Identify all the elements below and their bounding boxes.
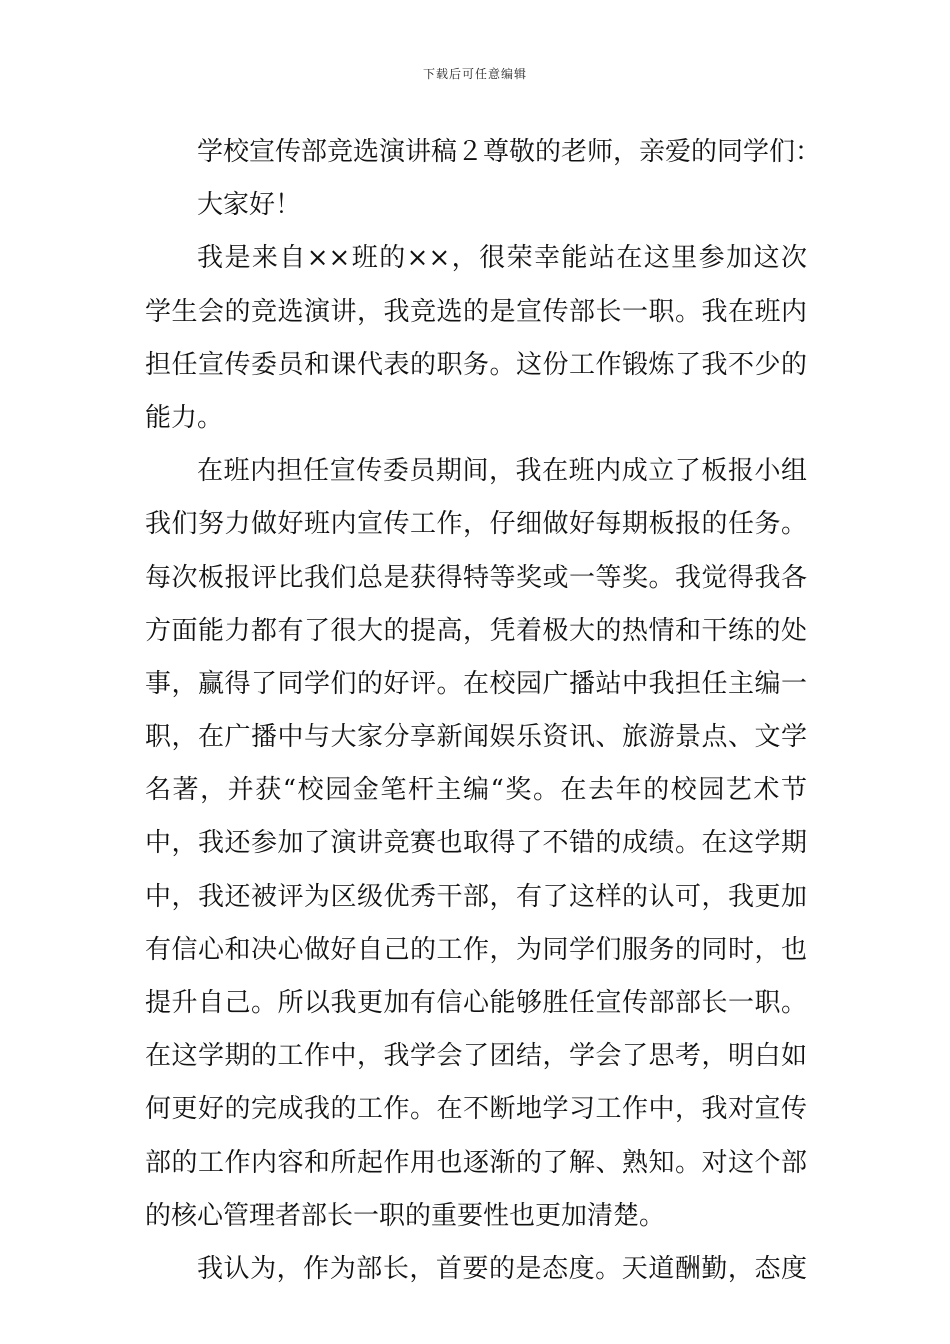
header-note: 下载后可任意编辑 — [422, 67, 527, 81]
text-line: 的核心管理者部长一职的重要性也更加清楚。 — [145, 1200, 666, 1231]
text-line: 事，赢得了同学们的好评。在校园广播站中我担任主编一 — [145, 668, 807, 699]
text-line: 何更好的完成我的工作。在不断地学习工作中，我对宣传 — [145, 1094, 807, 1125]
text-line: 中，我还被评为区级优秀干部，有了这样的认可，我更加 — [145, 881, 807, 912]
text-line: 名著，并获“校园金笔杆主编“奖。在去年的校园艺术节 — [145, 775, 807, 806]
text-line: 部的工作内容和所起作用也逐渐的了解、熟知。对这个部 — [145, 1147, 807, 1178]
text-line: 每次板报评比我们总是获得特等奖或一等奖。我觉得我各 — [145, 562, 807, 593]
text-line: 我认为，作为部长，首要的是态度。天道酬勤，态度 — [197, 1253, 807, 1284]
text-line: 能力。 — [145, 402, 224, 433]
text-line: 职，在广播中与大家分享新闻娱乐资讯、旅游景点、文学 — [145, 722, 807, 753]
text-line: 提升自己。所以我更加有信心能够胜任宣传部部长一职。 — [145, 988, 807, 1018]
text-line: 我们努力做好班内宣传工作，仔细做好每期板报的任务。 — [145, 509, 807, 540]
text-line: 有信心和决心做好自己的工作，为同学们服务的同时，也 — [145, 934, 807, 965]
text-line: 我是来自××班的××，很荣幸能站在这里参加这次 — [197, 243, 807, 274]
text-line: 方面能力都有了很大的提高，凭着极大的热情和干练的处 — [145, 615, 807, 646]
text-line: 学生会的竞选演讲，我竞选的是宣传部长一职。我在班内 — [145, 296, 807, 327]
text-line: 学校宣传部竞选演讲稿２尊敬的老师，亲爱的同学们： — [197, 137, 822, 167]
text-line: 在这学期的工作中，我学会了团结，学会了思考，明白如 — [145, 1041, 807, 1072]
text-line: 在班内担任宣传委员期间，我在班内成立了板报小组 — [197, 456, 807, 487]
body-text — [145, 126, 822, 1296]
text-line: 大家好！ — [197, 190, 302, 221]
text-line: 担任宣传委员和课代表的职务。这份工作锻炼了我不少的 — [145, 349, 807, 380]
text-line: 中，我还参加了演讲竞赛也取得了不错的成绩。在这学期 — [145, 828, 807, 859]
